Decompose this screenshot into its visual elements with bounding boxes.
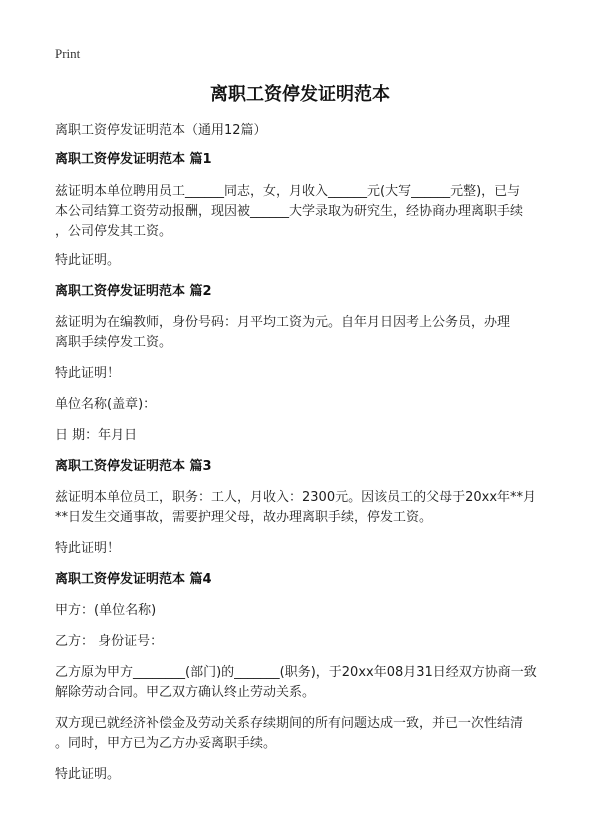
section-4-party-a: 甲方：(单位名称) (55, 603, 157, 618)
section-1-line-1: 兹证明本单位聘用员工______同志，女，月收入______元(大写______元整)，已与 (55, 184, 521, 199)
section-2-date: 日 期：年月日 (55, 428, 138, 443)
section-4-line-3: 双方现已就经济补偿金及劳动关系存续期间的所有问题达成一致，并已一次性结清 (55, 716, 524, 731)
section-4-line-2: 解除劳动合同。甲乙双方确认终止劳动关系。 (55, 685, 316, 700)
section-4-party-b: 乙方： 身份证号： (55, 634, 164, 649)
section-2-closing: 特此证明！ (55, 366, 121, 381)
section-4-line-1: 乙方原为甲方________(部门)的_______(职务)，于20xx年08月31日经双方协商一致 (55, 665, 537, 680)
section-4-closing: 特此证明。 (55, 767, 121, 782)
section-2-line-1: 兹证明为在编教师，身份号码：月平均工资为元。自年月日因考上公务员，办理 (55, 315, 511, 330)
section-1-closing: 特此证明。 (55, 253, 121, 268)
section-3-closing: 特此证明！ (55, 541, 121, 556)
section-2-unit-name: 单位名称(盖章)： (55, 397, 157, 412)
section-4-heading: 离职工资停发证明范本 篇4 (55, 572, 212, 587)
document-title: 离职工资停发证明范本 (210, 84, 390, 105)
section-1-line-2: 本公司结算工资劳动报酬，现因被______大学录取为研究生，经协商办理离职手续 (55, 204, 524, 219)
print-label: Print (55, 46, 81, 61)
section-2-line-2: 离职手续停发工资。 (55, 335, 173, 350)
section-3-line-2: **日发生交通事故，需要护理父母，故办理离职手续，停发工资。 (55, 510, 433, 525)
section-1-heading: 离职工资停发证明范本 篇1 (55, 152, 212, 167)
section-2-heading: 离职工资停发证明范本 篇2 (55, 284, 212, 299)
section-1-line-3: ，公司停发其工资。 (55, 224, 173, 239)
section-4-line-4: 。同时，甲方已为乙方办妥离职手续。 (55, 736, 277, 751)
section-3-heading: 离职工资停发证明范本 篇3 (55, 459, 212, 474)
section-3-line-1: 兹证明本单位员工，职务：工人，月收入：2300元。因该员工的父母于20xx年**月 (55, 490, 537, 505)
intro-line: 离职工资停发证明范本（通用12篇） (55, 123, 267, 138)
